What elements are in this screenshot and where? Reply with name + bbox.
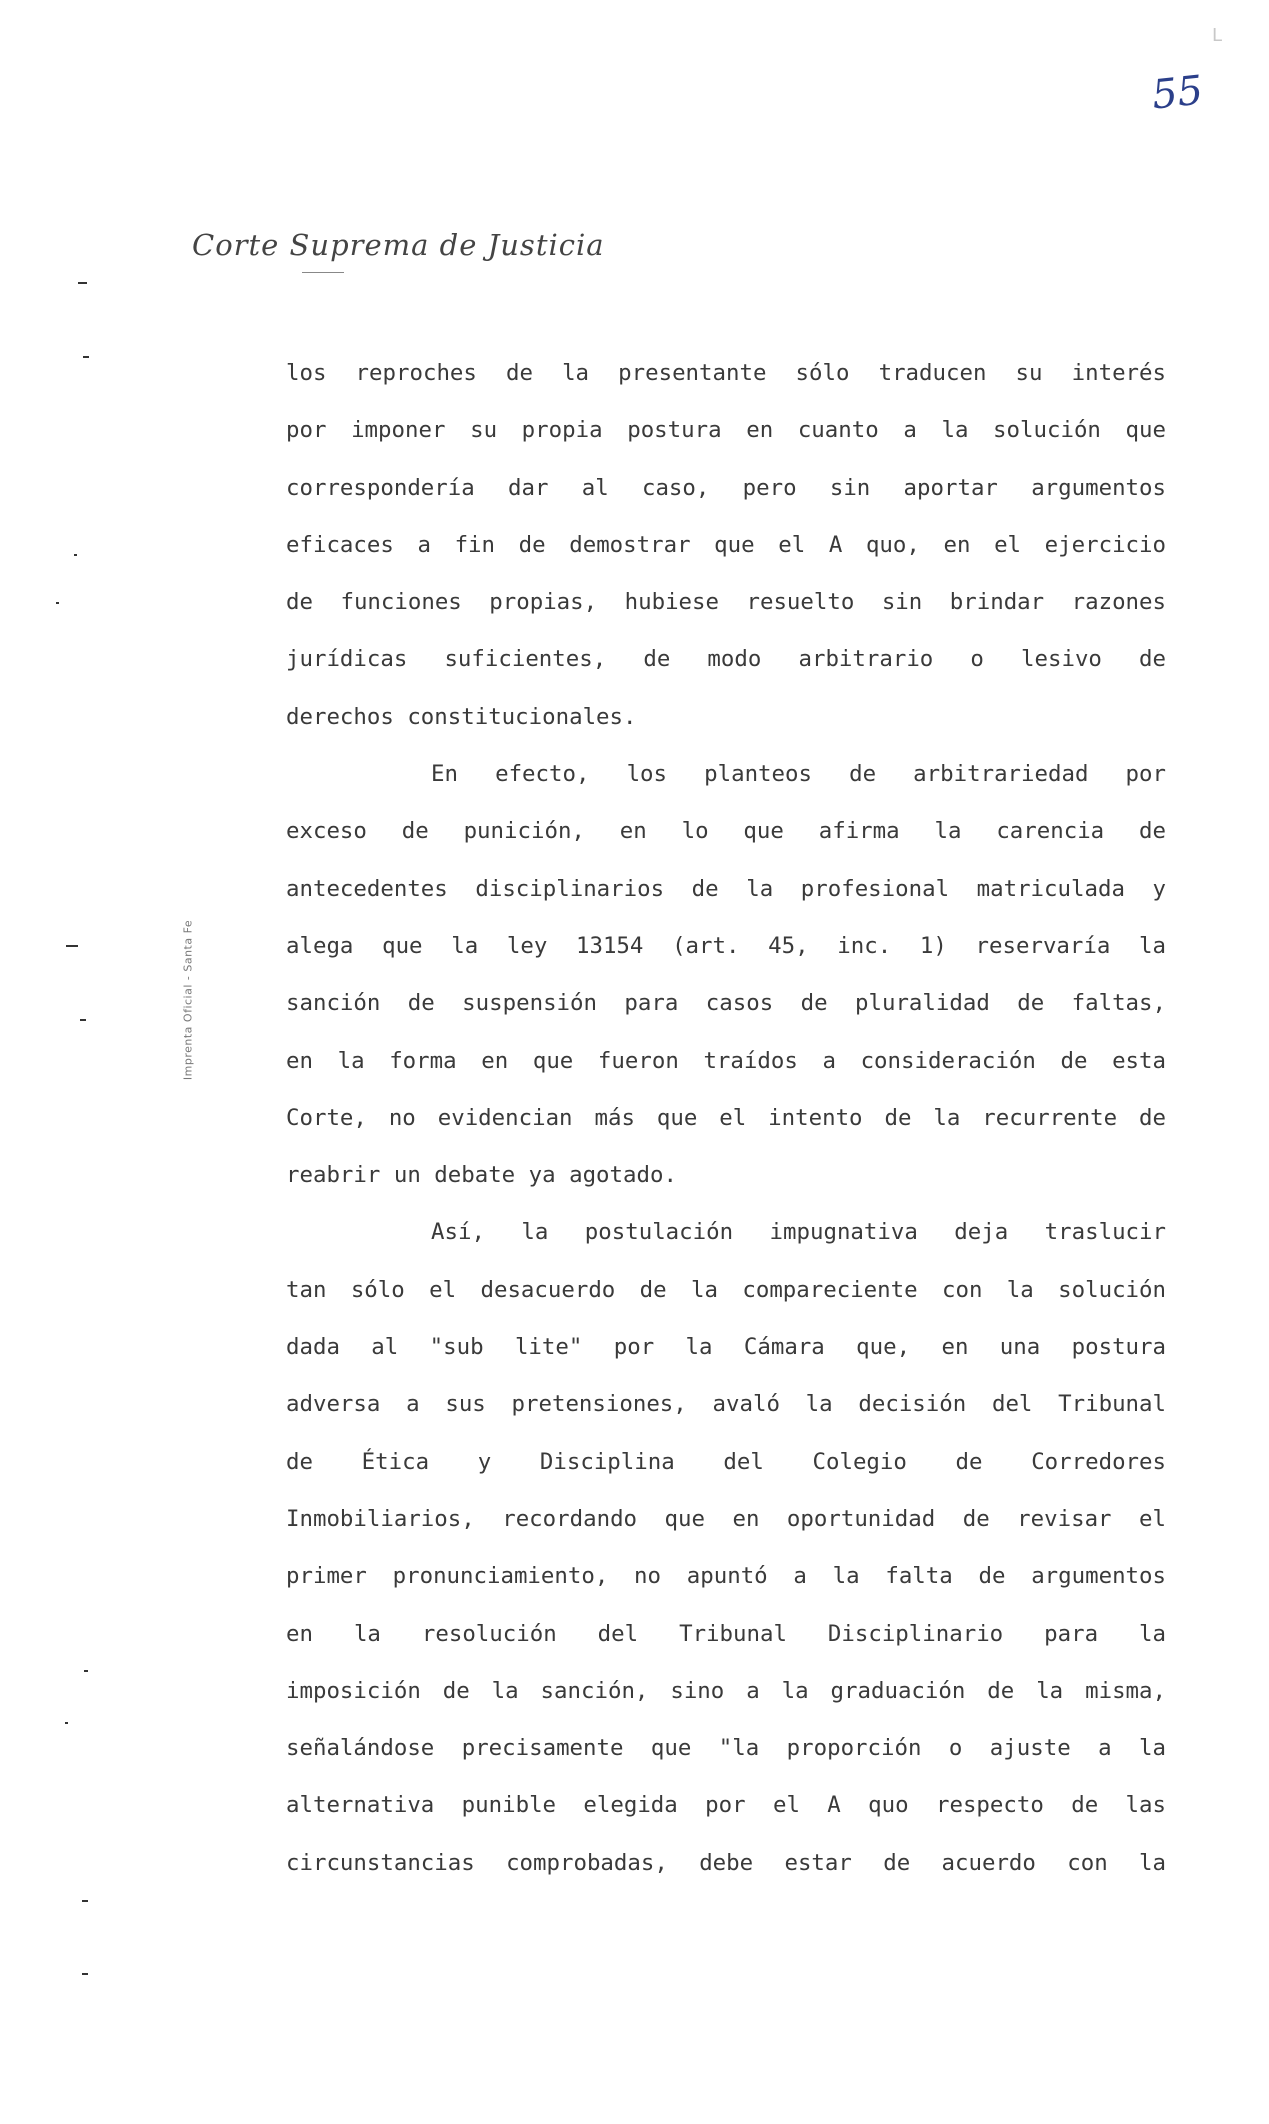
text-line: señalándose precisamente que "la proporción o ajuste a la: [286, 1735, 1166, 1762]
margin-mark: [65, 1722, 68, 1724]
margin-mark: [82, 1900, 88, 1902]
text-line: Inmobiliarios, recordando que en oportunidad de revisar el: [286, 1505, 1166, 1532]
margin-mark: [83, 356, 89, 358]
text-line: alternativa punible elegida por el A quo respecto de las: [286, 1792, 1166, 1819]
letterhead-title: Corte Suprema de Justicia: [192, 228, 605, 262]
body-text: [286, 345, 1166, 1892]
text-line: jurídicas suficientes, de modo arbitrario o lesivo de: [286, 646, 1166, 673]
text-line: En efecto, los planteos de arbitrariedad por: [431, 761, 1166, 788]
text-line: exceso de punición, en lo que afirma la carencia de: [286, 818, 1166, 845]
margin-mark: [78, 282, 87, 284]
margin-mark: [66, 945, 78, 947]
text-line: derechos constitucionales.: [286, 703, 637, 730]
margin-mark: [80, 1019, 86, 1021]
margin-mark: [82, 1973, 88, 1975]
text-line: en la forma en que fueron traídos a consideración de esta: [286, 1047, 1166, 1074]
text-line: alega que la ley 13154 (art. 45, inc. 1) reservaría la: [286, 932, 1166, 959]
side-imprint: Imprenta Oficial - Santa Fe: [181, 919, 195, 1081]
text-line: de Ética y Disciplina del Colegio de Corredores: [286, 1448, 1166, 1475]
text-line: sanción de suspensión para casos de pluralidad de faltas,: [286, 990, 1166, 1017]
text-line: adversa a sus pretensiones, avaló la decisión del Tribunal: [286, 1391, 1166, 1418]
text-line: en la resolución del Tribunal Disciplinario para la: [286, 1620, 1166, 1647]
margin-mark: [84, 1670, 88, 1672]
text-line: antecedentes disciplinarios de la profesional matriculada y: [286, 875, 1166, 902]
corner-mark: L: [1212, 25, 1223, 46]
margin-mark: [74, 554, 77, 556]
letterhead-rule: [302, 272, 344, 273]
text-line: reabrir un debate ya agotado.: [286, 1162, 677, 1189]
letterhead: [192, 228, 605, 262]
folio-number: 55: [1149, 67, 1206, 119]
text-line: por imponer su propia postura en cuanto a la solución que: [286, 417, 1166, 444]
text-line: tan sólo el desacuerdo de la compareciente con la solución: [286, 1276, 1166, 1303]
text-line: primer pronunciamiento, no apuntó a la falta de argumentos: [286, 1563, 1166, 1590]
margin-mark: [56, 602, 59, 604]
text-line: circunstancias comprobadas, debe estar de acuerdo con la: [286, 1849, 1166, 1876]
text-line: correspondería dar al caso, pero sin aportar argumentos: [286, 474, 1166, 501]
text-line: los reproches de la presentante sólo traducen su interés: [286, 360, 1166, 386]
text-line: imposición de la sanción, sino a la graduación de la misma,: [286, 1677, 1166, 1704]
text-line: Así, la postulación impugnativa deja traslucir: [431, 1219, 1166, 1246]
text-line: eficaces a fin de demostrar que el A quo, en el ejercicio: [286, 531, 1166, 558]
text-line: de funciones propias, hubiese resuelto sin brindar razones: [286, 589, 1166, 616]
text-line: Corte, no evidencian más que el intento de la recurrente de: [286, 1104, 1166, 1131]
text-line: dada al "sub lite" por la Cámara que, en una postura: [286, 1334, 1166, 1361]
